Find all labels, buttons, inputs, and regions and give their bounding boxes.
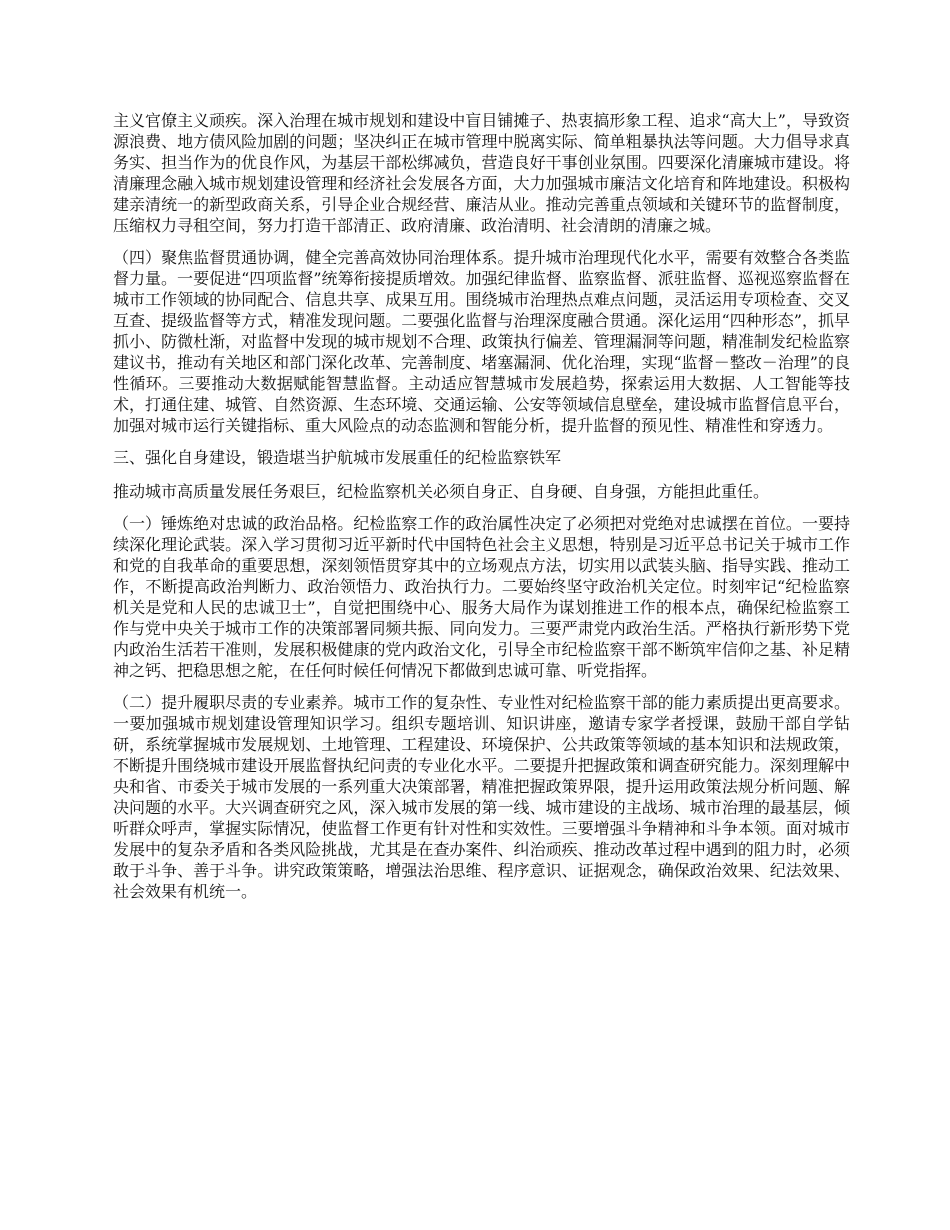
paragraph-political-loyalty: （一）锤炼绝对忠诚的政治品格。纪检监察工作的政治属性决定了必须把对党绝对忠诚摆在首位。一要持续深化理论武装。深入学习贯彻习近平新时代中国特色社会主义思想，特别是习近平总书记关于城市工作和党的自我革命的重要思想，深刻领悟贯穿其中的立场观点方法，切实用以武装头脑、指导实践、推动工作，不断提高政治判断力、政治领悟力、政治执行力。二要始终坚守政治机关定位。时刻牢记“纪检监察机关是党和人民的忠诚卫士”，自觉把围绕中心、服务大局作为谋划推进工作的根本点，确保纪检监察工作与党中央关于城市工作的决策部署同频共振、同向发力。三要严肃党内政治生活。严格执行新形势下党内政治生活若干准则，发展积极健康的党内政治文化，引导全市纪检监察干部不断筑牢信仰之基、补足精神之钙、把稳思想之舵，在任何时候任何情况下都做到忠诚可靠、听党指挥。 bbox=[113, 514, 850, 680]
section-heading-self-building: 三、强化自身建设，锻造堪当护航城市发展重任的纪检监察铁军 bbox=[113, 448, 562, 467]
paragraph-intro-self-building: 推动城市高质量发展任务艰巨，纪检监察机关必须自身正、自身硬、自身强，方能担此重任。 bbox=[113, 482, 770, 501]
paragraph-supervision-coordination: （四）聚焦监督贯通协调，健全完善高效协同治理体系。提升城市治理现代化水平，需要有效整合各类监督力量。一要促进“四项监督”统筹衔接提质增效。加强纪律监督、监察监督、派驻监督、巡视巡察监督在城市工作领域的协同配合、信息共享、成果互用。围绕城市治理热点难点问题，灵活运用专项检查、交叉互查、提级监督等方式，精准发现问题。二要强化监督与治理深度融合贯通。深化运用“四种形态”，抓早抓小、防微杜渐，对监督中发现的城市规划不合理、政策执行偏差、管理漏洞等问题，精准制发纪检监察建议书，推动有关地区和部门深化改革、完善制度、堵塞漏洞、优化治理，实现“监督－整改－治理”的良性循环。三要推动大数据赋能智慧监督。主动适应智慧城市发展趋势，探索运用大数据、人工智能等技术，打通住建、城管、自然资源、生态环境、交通运输、公安等领域信息壁垒，建设城市监督信息平台，加强对城市运行关键指标、重大风险点的动态监测和智能分析，提升监督的预见性、精准性和穿透力。 bbox=[113, 248, 850, 435]
paragraph-clean-city: 主义官僚主义顽疾。深入治理在城市规划和建设中盲目铺摊子、热衷搞形象工程、追求“高大上”，导致资源浪费、地方债风险加剧的问题；坚决纠正在城市管理中脱离实际、简单粗暴执法等问题。大力倡导求真务实、担当作为的优良作风，为基层干部松绑减负，营造良好干事创业氛围。四要深化清廉城市建设。将清廉理念融入城市规划建设管理和经济社会发展各方面，大力加强城市廉洁文化培育和阵地建设。积极构建亲清统一的新型政商关系，引导企业合规经营、廉洁从业。推动完善重点领域和关键环节的监督制度，压缩权力寻租空间，努力打造干部清正、政府清廉、政治清明、社会清朗的清廉之城。 bbox=[113, 111, 850, 235]
paragraph-professional-competence: （二）提升履职尽责的专业素养。城市工作的复杂性、专业性对纪检监察干部的能力素质提出更高要求。一要加强城市规划建设管理知识学习。组织专题培训、知识讲座，邀请专家学者授课，鼓励干部自学钻研，系统掌握城市发展规划、土地管理、工程建设、环境保护、公共政策等领域的基本知识和法规政策，不断提升围绕城市建设开展监督执纪问责的专业化水平。二要提升把握政策和调查研究能力。深刻理解中央和省、市委关于城市发展的一系列重大决策部署，精准把握政策界限，提升运用政策法规分析问题、解决问题的水平。大兴调查研究之风，深入城市发展的第一线、城市建设的主战场、城市治理的最基层，倾听群众呼声，掌握实际情况，使监督工作更有针对性和实效性。三要增强斗争精神和斗争本领。面对城市发展中的复杂矛盾和各类风险挑战，尤其是在查办案件、纠治顽疾、推动改革过程中遇到的阻力时，必须敢于斗争、善于斗争。讲究政策策略，增强法治思维、程序意识、证据观念，确保政治效果、纪法效果、社会效果有机统一。 bbox=[113, 693, 850, 901]
document-body bbox=[113, 110, 850, 913]
